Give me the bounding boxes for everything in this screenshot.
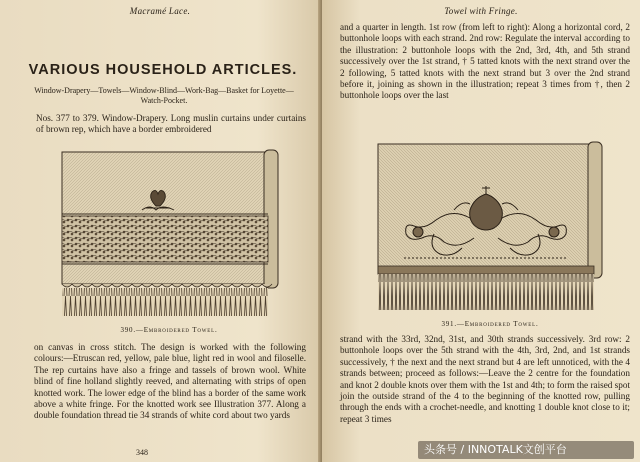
page-number: 348 <box>136 448 148 457</box>
right-top-text: and a quarter in length. 1st row (from left to right): Along a horizontal cord, 2 buttonhole loops with each strand. 2nd row: Regulate the interval according to the illustration: 2 buttonhole loops with the 2nd, 3rd, 4th, and 5th strand successively over the 1st strand, † 5 tatted knots with the next strand over the 2 following, 5 tatted knots with the next strand but 3 over the 2nd strand before it, joining as shown in the illustration; repeat 3 times from †, then 2 buttonhole loops over the last <box>340 22 630 101</box>
figure-caption-390: 390.—Embroidered Towel. <box>120 326 218 334</box>
right-page <box>322 0 640 462</box>
figure-caption-391: 391.—Embroidered Towel. <box>441 320 539 328</box>
section-subheading: Window-Drapery—Towels—Window-Blind—Work-Bag—Basket for Loyette—Watch-Pocket. <box>34 86 294 105</box>
section-heading: VARIOUS HOUSEHOLD ARTICLES. <box>28 62 298 78</box>
left-running-head: Macramé Lace. <box>129 6 191 16</box>
left-body-text: on canvas in cross stitch. The design is worked with the following colours:—Etruscan red, yellow, pale blue, light red in wool and filoselle. The rep curtains have also a fringe and tassels of brown wool. White blind of fine holland slightly reeved, and alternating with strips of open knotted work. The lower edge of the blind has a border of the same work above a white fringe. For the knotted work see Illustration 377. Along a double foundation thread tie 34 strands of white cord about two yards <box>34 342 306 421</box>
right-running-head: Towel with Fringe. <box>444 6 518 16</box>
embroidered-towel-illustration-391 <box>374 138 606 318</box>
embroidered-towel-illustration-390 <box>58 146 280 328</box>
watermark-overlay: 头条号 / INNOTALK文创平台 <box>418 441 634 459</box>
left-intro-text: Nos. 377 to 379. Window-Drapery. Long muslin curtains under curtains of brown rep, which have a border embroidered <box>36 113 306 135</box>
right-bottom-text: strand with the 33rd, 32nd, 31st, and 30th strands successively. 3rd row: 2 buttonhole loops over the 5th strand with the 4th, 3rd, 2nd, and 1st strands successively, † the next and the next strand but 4 are left unnoticed, with the 4 strands between; proceed as follows:—Leave the 2 centre for the foundation and knot 2 double knots over them with the 1st and 4th; to form the raised spot join the outside strand of the 4 to the beginning of the knotted row, pulling through the ends with a crochet-needle, and knotting 1 double knot close to it; repeat 3 times <box>340 334 630 424</box>
